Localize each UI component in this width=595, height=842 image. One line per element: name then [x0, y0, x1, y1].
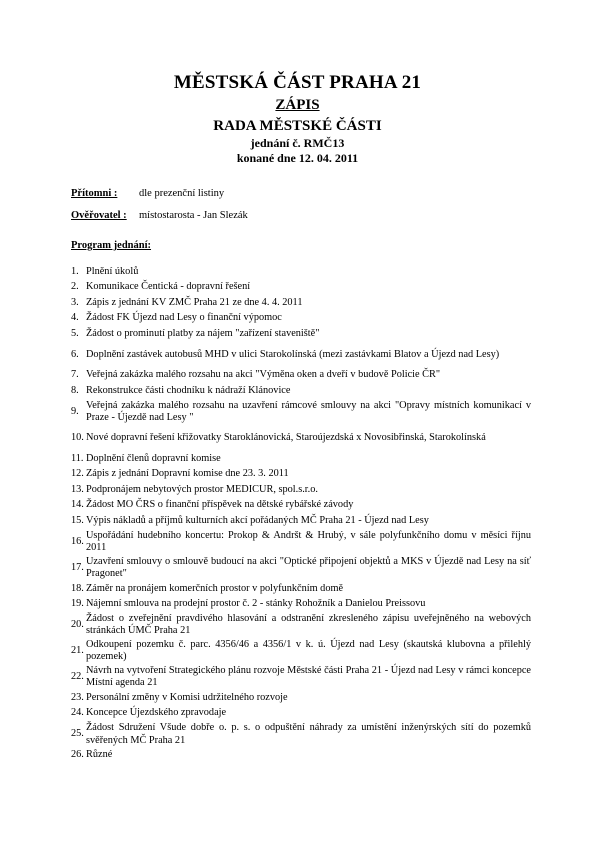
agenda-item-number: 13. [71, 483, 84, 495]
agenda-item [71, 722, 531, 748]
agenda-item-text: Podpronájem nebytových prostor MEDICUR, spol.s.r.o. [86, 483, 318, 495]
meeting-number: jednání č. RMČ13 [250, 136, 345, 150]
agenda-item-text: Veřejná zakázka malého rozsahu na uzavření rámcové smlouvy na akci "Opravy místních komunikací v Praze - Újezdě nad Lesy " [86, 399, 531, 424]
agenda-item [71, 529, 531, 555]
agenda-item-number: 18. [71, 582, 84, 594]
agenda-item-number: 15. [71, 515, 84, 527]
agenda-item-text: Koncepce Újezdského zpravodaje [86, 707, 227, 719]
agenda-item-number: 23. [71, 691, 84, 703]
agenda-item [71, 399, 531, 425]
program-title: Program jednání: [71, 240, 152, 251]
agenda-item-text: Zápis z jednání Dopravní komise dne 23. 3. 2011 [86, 468, 289, 480]
agenda-item-text: Rekonstrukce části chodníku k nádraží Klánovice [86, 385, 291, 397]
verifier-label: Ověřovatel : [71, 210, 127, 221]
agenda-item [71, 498, 531, 514]
agenda-item-number: 2. [71, 281, 79, 293]
agenda-item-number: 7. [71, 369, 79, 381]
agenda-item-number: 14. [71, 499, 84, 511]
agenda-item-text: Záměr na pronájem komerčních prostor v polyfunkčním domě [86, 582, 344, 594]
attendees-line [71, 188, 224, 199]
agenda-item [71, 581, 531, 597]
agenda-item-number: 22. [71, 671, 84, 683]
agenda-item-text: Výpis nákladů a příjmů kulturních akcí pořádaných MČ Praha 21 - Újezd nad Lesy [86, 515, 429, 527]
attendees-value: dle prezenční listiny [139, 188, 225, 199]
agenda-item [71, 280, 531, 296]
agenda-item-number: 11. [71, 452, 84, 464]
agenda-item-number: 9. [71, 405, 79, 417]
agenda-item [71, 690, 531, 706]
agenda-item [71, 425, 531, 451]
agenda-item-text: Plnění úkolů [86, 265, 139, 277]
agenda-item-text: Nové dopravní řešení křižovatky Staroklánovická, Staroújezdská x Novosibřinská, Starokolínská [86, 431, 486, 443]
agenda-item-number: 1. [71, 265, 79, 277]
agenda-item-text: Žádost o prominutí platby za nájem "zařízení staveniště" [86, 327, 320, 339]
agenda-item-text: Žádost FK Újezd nad Lesy o finanční výpomoc [86, 312, 282, 324]
agenda-item [71, 451, 531, 467]
agenda-item-number: 4. [71, 312, 79, 324]
agenda-item [71, 555, 531, 581]
agenda-item-text: Nájemní smlouva na prodejní prostor č. 2 - stánky Rohožník a Danielou Preissovu [86, 598, 426, 610]
agenda-item [71, 706, 531, 722]
agenda-item-number: 8. [71, 385, 79, 397]
agenda-item-number: 12. [71, 468, 84, 480]
verifier-value: místostarosta - Jan Slezák [139, 210, 248, 221]
agenda-item-text: Žádost Sdružení Všude dobře o. p. s. o odpuštění náhrady za umístění inženýrských sítí do pozemků svěřených MČ Praha 21 [86, 721, 531, 746]
agenda-item-text: Personální změny v Komisi udržitelného rozvoje [86, 691, 288, 703]
agenda-list [71, 264, 531, 763]
agenda-item [71, 612, 531, 638]
agenda-item [71, 514, 531, 530]
agenda-item-number: 19. [71, 598, 84, 610]
agenda-item-text: Zápis z jednání KV ZMČ Praha 21 ze dne 4. 4. 2011 [86, 296, 303, 308]
agenda-item-text: Návrh na vytvoření Strategického plánu rozvoje Městské části Praha 21 - Újezd nad Lesy v rámci koncepce Místní agenda 21 [86, 664, 531, 689]
agenda-item-number: 24. [71, 707, 84, 719]
agenda-item-text: Různé [86, 749, 113, 760]
agenda-item-number: 6. [71, 348, 79, 360]
agenda-item [71, 638, 531, 664]
agenda-item-text: Doplnění zastávek autobusů MHD v ulici Starokolínská (mezi zastávkami Blatov a Újezd nad Lesy) [86, 348, 500, 360]
agenda-item-text: Uspořádání hudebního koncertu: Prokop & Andršt & Hrubý, v sále polyfunkčního domu v měsíci říjnu 2011 [86, 529, 531, 554]
agenda-item-text: Žádost MO ČRS o finanční příspěvek na dětské rybářské závody [86, 499, 354, 511]
agenda-item-text: Doplnění členů dopravní komise [86, 452, 221, 464]
agenda-item [71, 326, 531, 342]
agenda-item-number: 21. [71, 645, 84, 657]
agenda-item [71, 482, 531, 498]
agenda-item-number: 25. [71, 728, 84, 740]
meeting-date: konané dne 12. 04. 2011 [236, 151, 359, 165]
agenda-item [71, 342, 531, 368]
agenda-item-number: 26. [71, 749, 84, 760]
agenda-item-text: Veřejná zakázka malého rozsahu na akci "Výměna oken a dveří v budově Policie ČR" [86, 369, 441, 381]
zapis-heading: ZÁPIS [275, 97, 320, 113]
agenda-item-text: Žádost o zveřejnění pravdivého hlasování a odstranění zkresleného zápisu uveřejněného na webových stránkách ÚMČ Praha 21 [86, 612, 531, 637]
agenda-item-text: Komunikace Čentická - dopravní řešení [86, 281, 251, 293]
agenda-item-number: 16. [71, 535, 84, 547]
agenda-item [71, 384, 531, 400]
document-title: MĚSTSKÁ ČÁST PRAHA 21 [173, 72, 422, 93]
agenda-item [71, 264, 531, 280]
document-header [0, 72, 595, 166]
agenda-item [71, 295, 531, 311]
agenda-item-number: 3. [71, 296, 79, 308]
agenda-item [71, 368, 531, 384]
agenda-item-number: 10. [71, 431, 84, 443]
agenda-item [71, 467, 531, 483]
agenda-item [71, 311, 531, 327]
agenda-item-number: 5. [71, 327, 79, 339]
agenda-item-text: Odkoupení pozemku č. parc. 4356/46 a 4356/1 v k. ú. Újezd nad Lesy (skautská klubovna a přilehlý pozemek) [86, 638, 531, 663]
agenda-item [71, 597, 531, 613]
agenda-item-number: 20. [71, 619, 84, 631]
rada-heading: RADA MĚSTSKÉ ČÁSTI [213, 118, 382, 134]
attendees-label: Přítomni : [71, 188, 118, 199]
verifier-line [71, 210, 248, 221]
agenda-item [71, 664, 531, 690]
agenda-item-text: Uzavření smlouvy o smlouvě budoucí na akci "Optické připojení objektů a MKS v Újezdě nad Lesy na síť Pragonet" [86, 555, 531, 580]
agenda-item-number: 17. [71, 561, 84, 573]
agenda-item [71, 748, 531, 764]
